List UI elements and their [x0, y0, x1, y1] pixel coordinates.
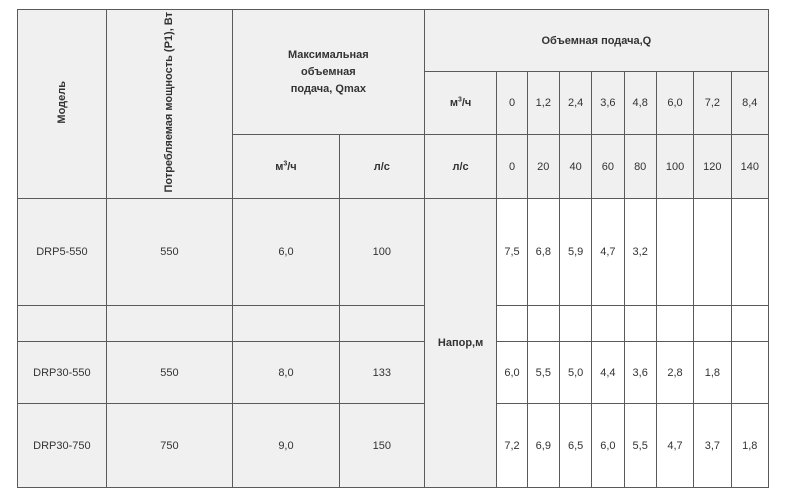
- head-cell: 3,7: [694, 404, 731, 488]
- head-cell: [656, 199, 693, 306]
- power-header-cell: [106, 10, 232, 199]
- head-cell: [731, 342, 768, 404]
- head-cell: 6,0: [592, 404, 624, 488]
- flow-m3h-cell: 1,2: [527, 72, 559, 135]
- qmax-unit-m3h: $м^3/ч$: [232, 135, 339, 199]
- qmax-m3h-cell: 6,0: [232, 199, 339, 306]
- head-cell: 6,9: [527, 404, 559, 488]
- spacer-row: [18, 306, 769, 342]
- head-cell: [731, 199, 768, 306]
- flow-m3h-cell: 7,2: [694, 72, 731, 135]
- spacer-cell: [592, 306, 624, 342]
- spacer-cell: [527, 306, 559, 342]
- head-cell: 6,5: [559, 404, 591, 488]
- qmax-header-cell: [232, 10, 424, 135]
- spacer-cell: [232, 306, 339, 342]
- head-cell: 5,0: [559, 342, 591, 404]
- head-cell: 1,8: [731, 404, 768, 488]
- flow-ls-cell: 140: [731, 135, 768, 199]
- qmax-m3h-cell: 9,0: [232, 404, 339, 488]
- spacer-cell: [694, 306, 731, 342]
- head-cell: 6,8: [527, 199, 559, 306]
- spacer-cell: [497, 306, 527, 342]
- flow-m3h-cell: 4,8: [624, 72, 656, 135]
- head-cell: 5,9: [559, 199, 591, 306]
- head-cell: 1,8: [694, 342, 731, 404]
- pump-spec-table: [17, 9, 769, 488]
- head-cell: 5,5: [527, 342, 559, 404]
- spacer-cell: [18, 306, 107, 342]
- model-header-cell: [18, 10, 107, 199]
- head-cell: 5,5: [624, 404, 656, 488]
- spacer-cell: [339, 306, 424, 342]
- head-cell: 7,2: [497, 404, 527, 488]
- flow-m3h-cell: 3,6: [592, 72, 624, 135]
- head-cell: 3,6: [624, 342, 656, 404]
- header-row-1: [18, 10, 769, 72]
- qmax-ls-cell: 100: [339, 199, 424, 306]
- flow-unit-ls: л/с: [424, 135, 497, 199]
- table-row: [18, 199, 769, 306]
- table-row: [18, 342, 769, 404]
- table-row: [18, 404, 769, 488]
- flow-ls-cell: 100: [656, 135, 693, 199]
- spacer-cell: [656, 306, 693, 342]
- head-cell: 6,0: [497, 342, 527, 404]
- head-cell: [694, 199, 731, 306]
- flow-header: Объемная подача,Q: [424, 10, 768, 72]
- power-cell: 550: [106, 342, 232, 404]
- qmax-ls-cell: 133: [339, 342, 424, 404]
- head-cell: 2,8: [656, 342, 693, 404]
- head-label: Напор,м: [424, 199, 497, 488]
- head-cell: 7,5: [497, 199, 527, 306]
- spacer-cell: [106, 306, 232, 342]
- spacer-cell: [624, 306, 656, 342]
- flow-unit-m3h: $м^3/ч$: [424, 72, 497, 135]
- flow-m3h-cell: 2,4: [559, 72, 591, 135]
- qmax-m3h-cell: 8,0: [232, 342, 339, 404]
- flow-m3h-cell: 8,4: [731, 72, 768, 135]
- model-cell: DRP30-550: [18, 342, 107, 404]
- flow-m3h-cell: 0: [497, 72, 527, 135]
- flow-ls-cell: 80: [624, 135, 656, 199]
- spacer-cell: [559, 306, 591, 342]
- flow-ls-cell: 60: [592, 135, 624, 199]
- qmax-header: Максимальная объемная подача, Qmax: [288, 48, 369, 95]
- power-header: Потребляемая мощность (P1), Вт: [163, 12, 176, 193]
- qmax-unit-ls: л/с: [339, 135, 424, 199]
- flow-ls-cell: 0: [497, 135, 527, 199]
- flow-ls-cell: 120: [694, 135, 731, 199]
- head-cell: 3,2: [624, 199, 656, 306]
- head-cell: 4,4: [592, 342, 624, 404]
- flow-ls-cell: 40: [559, 135, 591, 199]
- spacer-cell: [731, 306, 768, 342]
- flow-m3h-cell: 6,0: [656, 72, 693, 135]
- head-cell: 4,7: [656, 404, 693, 488]
- model-cell: DRP5-550: [18, 199, 107, 306]
- model-cell: DRP30-750: [18, 404, 107, 488]
- model-header: Модель: [55, 81, 68, 124]
- flow-ls-cell: 20: [527, 135, 559, 199]
- head-cell: 4,7: [592, 199, 624, 306]
- power-cell: 550: [106, 199, 232, 306]
- power-cell: 750: [106, 404, 232, 488]
- qmax-ls-cell: 150: [339, 404, 424, 488]
